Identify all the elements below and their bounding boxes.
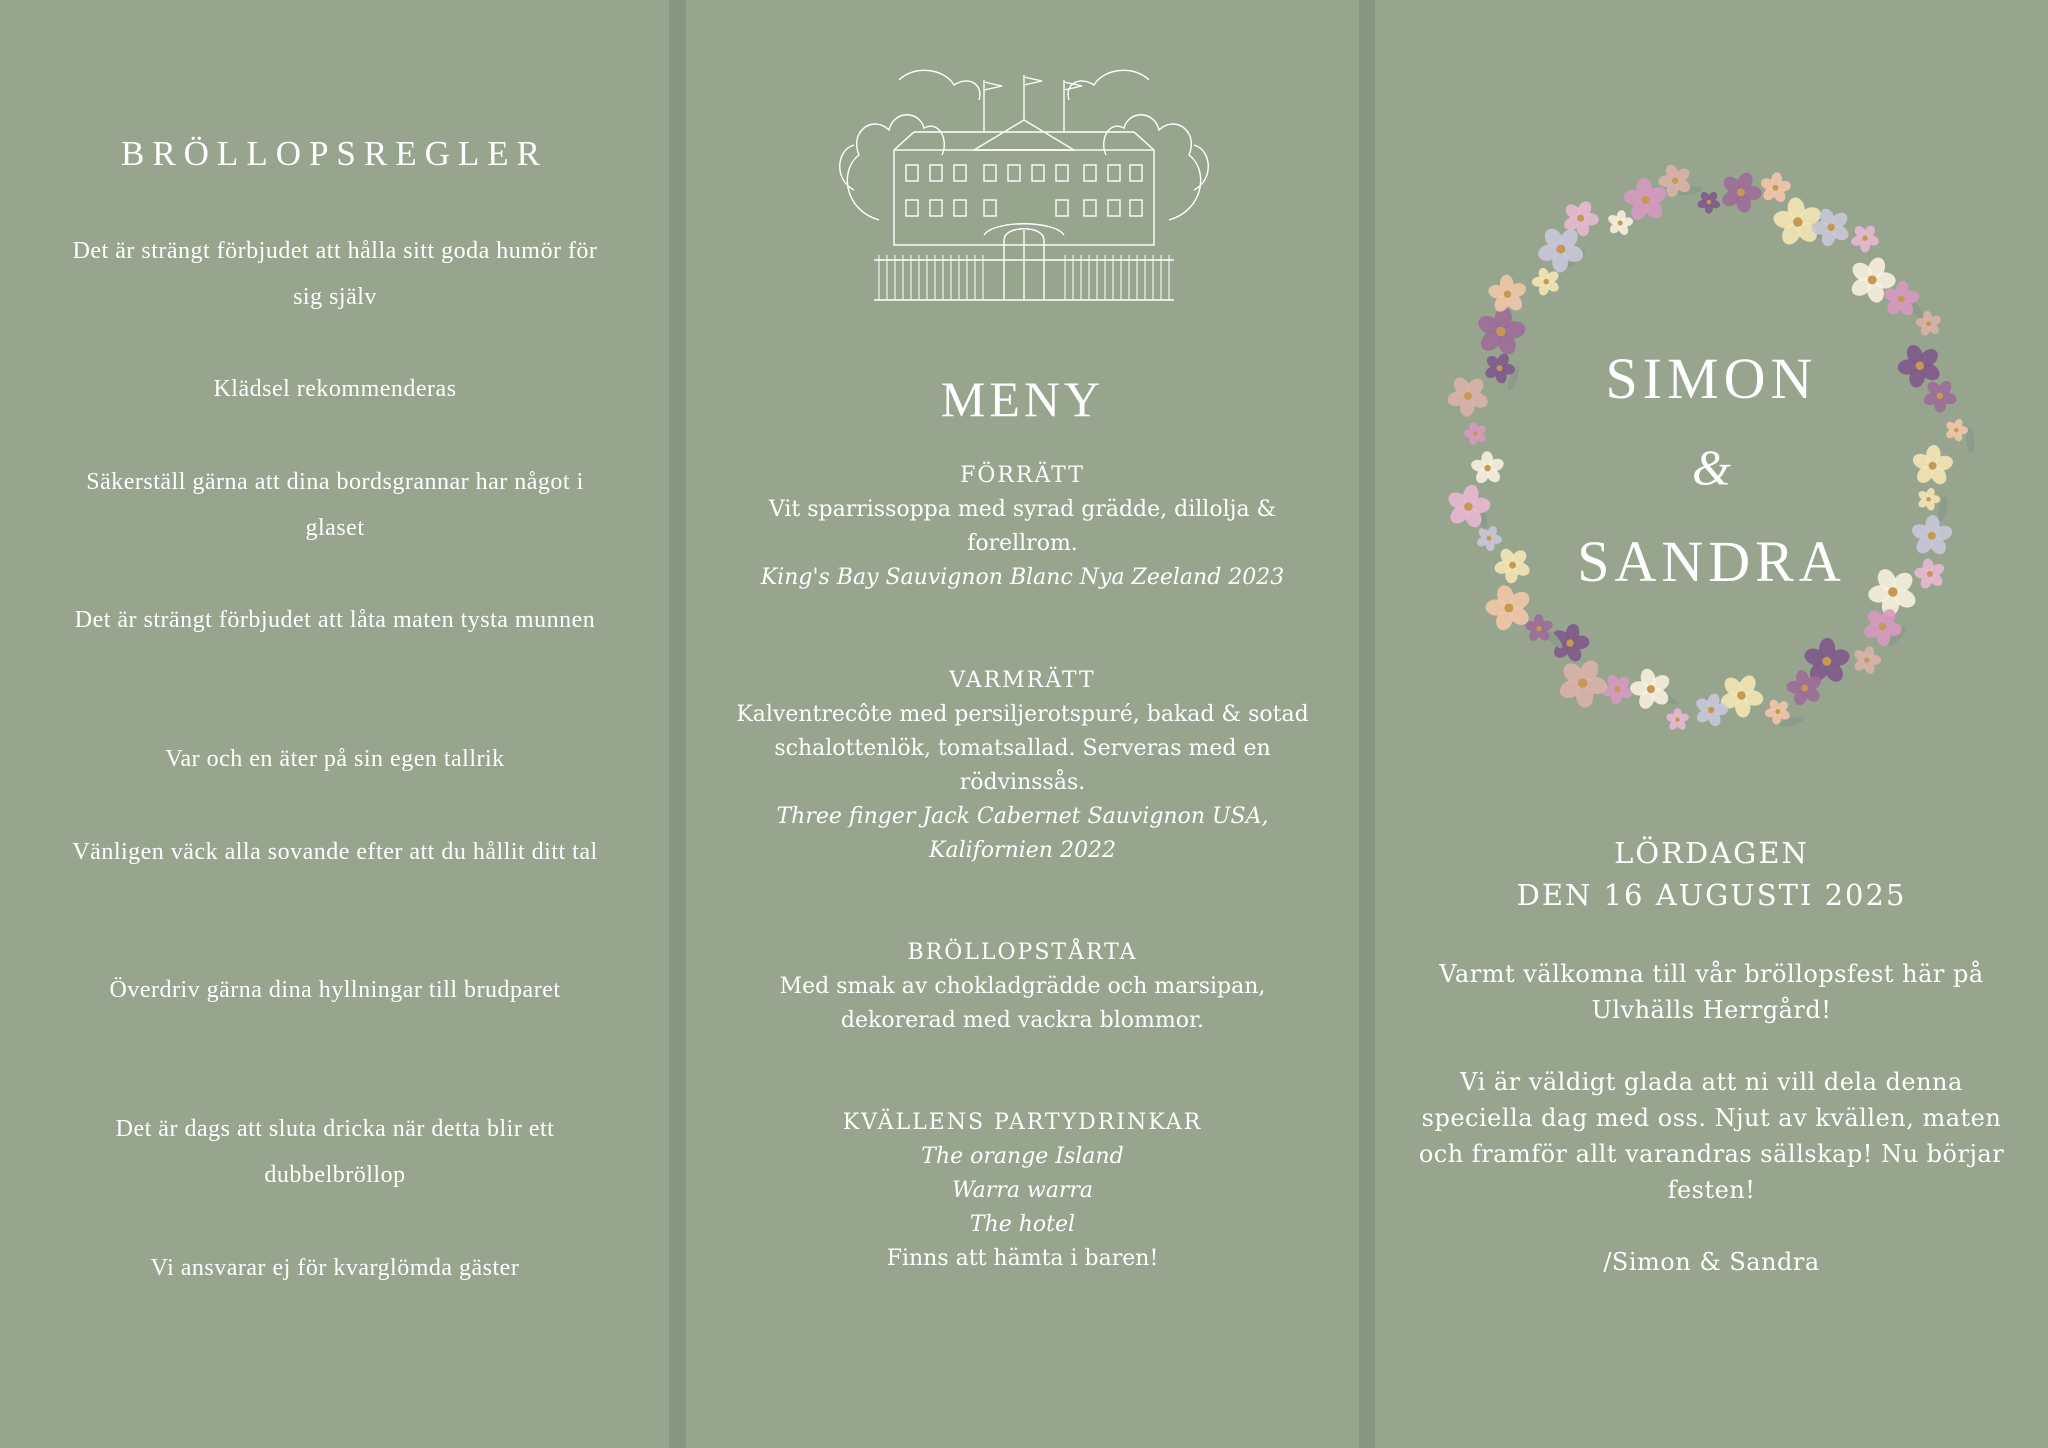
- course-heading: KVÄLLENS PARTYDRINKAR: [842, 1110, 1203, 1135]
- course-drinks: [726, 1106, 1319, 1276]
- welcome-text: [1405, 956, 2018, 1316]
- course-starter: [726, 459, 1319, 595]
- wreath-flower: [1852, 645, 1881, 675]
- drinks-note: Finns att hämta i baren!: [886, 1246, 1159, 1271]
- course-dish: Kalventrecôte med persiljerotspuré, bakad & sotad schalottenlök, tomatsallad. Serveras med en rödvinssås.: [736, 702, 1309, 795]
- wreath-flower: [1557, 657, 1609, 708]
- course-heading: FÖRRÄTT: [960, 463, 1085, 488]
- welcome-paragraph-2: Vi är väldigt glada att ni vill dela denna speciella dag med oss. Njut av kvällen, maten och framför allt varandras sällskap! Nu börjar festen!: [1418, 1068, 2005, 1204]
- drink-item: The orange Island: [921, 1144, 1124, 1169]
- couple-name-1: SIMON: [1605, 346, 1818, 411]
- rule-item: Vänligen väck alla sovande efter att du hållit ditt tal: [72, 839, 598, 865]
- rules-panel: [0, 0, 669, 1448]
- course-heading: VARMRÄTT: [949, 668, 1096, 693]
- drink-item: Warra warra: [951, 1178, 1094, 1203]
- wreath-flower: [1665, 708, 1690, 732]
- course-main: [726, 664, 1319, 868]
- wreath-flower: [1719, 170, 1762, 214]
- course-cake: [726, 936, 1319, 1038]
- manor-house-illustration: [824, 60, 1224, 310]
- course-dish: Med smak av chokladgrädde och marsipan, dekorerad med vackra blommor.: [779, 974, 1266, 1033]
- wreath-flower: [1607, 209, 1634, 236]
- wedding-date: [1375, 832, 2048, 916]
- wreath-flower: [1862, 606, 1908, 648]
- rule-item: Det är strängt förbjudet att hålla sitt goda humör för sig själv: [72, 238, 598, 310]
- couple-name-2: SANDRA: [1577, 529, 1846, 594]
- rule-item: Det är dags att sluta dricka när detta blir ett dubbelbröllop: [115, 1116, 555, 1188]
- wreath-flower: [1630, 667, 1679, 711]
- rules-title: BRÖLLOPSREGLER: [120, 134, 549, 173]
- welcome-paragraph-1: Varmt välkomna till vår bröllopsfest här på Ulvhälls Herrgård!: [1439, 960, 1984, 1024]
- rule-item: Var och en äter på sin egen tallrik: [165, 746, 505, 772]
- wreath-flower: [1759, 172, 1792, 204]
- drink-item: The hotel: [969, 1212, 1076, 1237]
- rule-item: Det är strängt förbjudet att låta maten tysta munnen: [74, 607, 596, 633]
- course-dish: Vit sparrissoppa med syrad grädde, dillolja & forellrom.: [768, 497, 1277, 556]
- rule-item: Överdriv gärna dina hyllningar till brudparet: [109, 977, 561, 1003]
- wreath-flower: [1697, 190, 1722, 214]
- date-line-1: LÖRDAGEN: [1614, 836, 1809, 870]
- course-heading: BRÖLLOPSTÅRTA: [907, 940, 1138, 965]
- wine-pairing: Three finger Jack Cabernet Sauvignon USA, Kalifornien 2022: [776, 804, 1269, 863]
- rule-item: Klädsel rekommenderas: [213, 376, 457, 402]
- ampersand: &: [1692, 439, 1731, 495]
- menu-title: MENY: [940, 371, 1105, 427]
- wreath-flower: [1850, 224, 1880, 253]
- menu-panel: [686, 0, 1359, 1448]
- date-line-2: DEN 16 AUGUSTI 2025: [1516, 878, 1907, 912]
- signature: /Simon & Sandra: [1603, 1248, 1820, 1276]
- wine-pairing: King's Bay Sauvignon Blanc Nya Zeeland 2023: [760, 565, 1285, 590]
- cover-panel: [1375, 0, 2048, 1448]
- rule-item: Säkerställ gärna att dina bordsgrannar har något i glaset: [86, 469, 584, 541]
- rule-item: Vi ansvarar ej för kvarglömda gäster: [150, 1255, 520, 1281]
